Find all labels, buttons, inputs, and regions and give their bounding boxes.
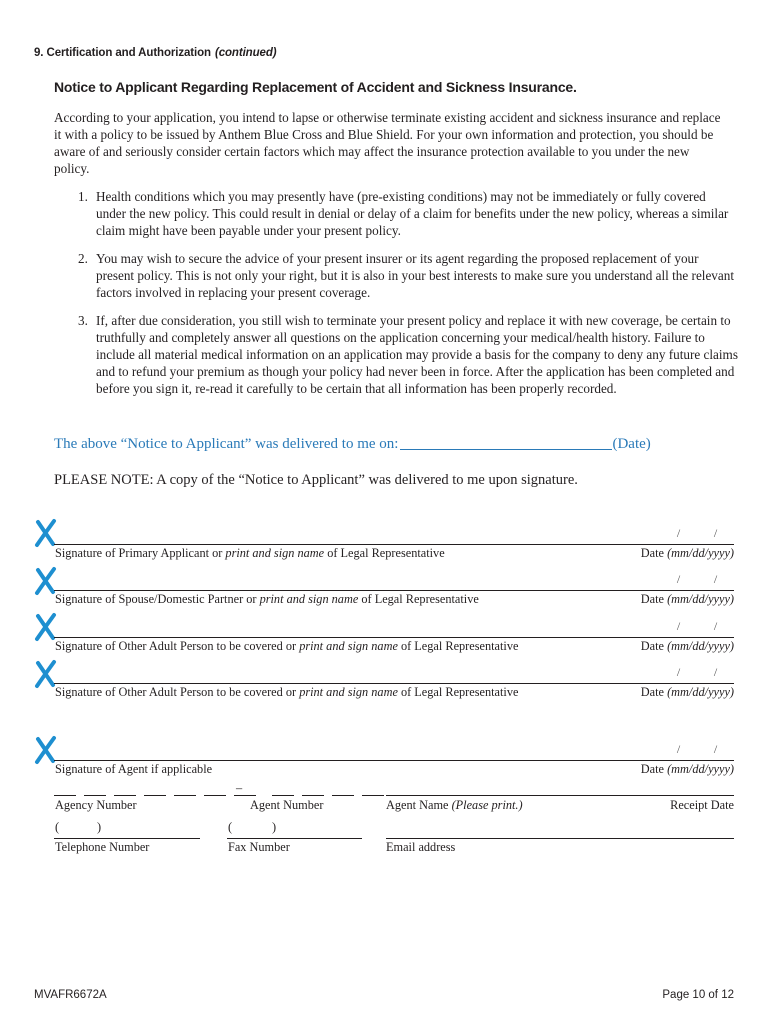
date-slashes: / / [676, 572, 718, 586]
telephone-area-close: ) [97, 820, 102, 834]
signature-line-other-adult-2[interactable] [54, 683, 734, 684]
agency-agent-dash: – [236, 781, 243, 795]
delivered-date-field[interactable] [400, 435, 612, 450]
agent-name-label: Agent Name (Please print.) [386, 798, 523, 812]
date-slashes: / / [676, 742, 718, 756]
please-note: PLEASE NOTE: A copy of the “Notice to Applicant” was delivered to me upon signature. [54, 472, 578, 488]
notice-item-3 [78, 312, 738, 397]
notice-item-1 [78, 188, 738, 239]
fax-field[interactable] [227, 838, 362, 839]
section-heading [34, 47, 276, 59]
date-label: Date (mm/dd/yyyy) [640, 685, 734, 699]
email-field[interactable] [386, 838, 734, 839]
fax-area-close: ) [272, 820, 277, 834]
agency-number-label: Agency Number [55, 798, 137, 812]
telephone-label: Telephone Number [55, 840, 150, 854]
telephone-field[interactable] [54, 838, 200, 839]
page-number: Page 10 of 12 [662, 989, 734, 1001]
fax-label: Fax Number [228, 840, 290, 854]
delivered-statement [54, 435, 651, 453]
signature-line-primary[interactable] [54, 544, 734, 545]
section-title: 9. Certification and Authorization [34, 47, 211, 59]
agent-number-label: Agent Number [250, 798, 324, 812]
date-slashes: / / [676, 619, 718, 633]
notice-title: Notice to Applicant Regarding Replacement of Accident and Sickness Insurance. [54, 79, 577, 95]
signature-label-other-adult-1: Signature of Other Adult Person to be covered or print and sign name of Legal Representative [55, 639, 519, 653]
item-number: 1. [78, 189, 88, 204]
signature-label-other-adult-2: Signature of Other Adult Person to be covered or print and sign name of Legal Representative [55, 685, 519, 699]
item-number: 3. [78, 313, 88, 328]
date-slashes: / / [676, 665, 718, 679]
section-continued: (continued) [214, 47, 277, 59]
signature-label-primary: Signature of Primary Applicant or print and sign name of Legal Representative [55, 546, 445, 560]
fax-area-open: ( [228, 820, 233, 834]
date-label: Date (mm/dd/yyyy) [640, 639, 734, 653]
date-slashes: / / [676, 526, 718, 540]
notice-intro: According to your application, you intend to lapse or otherwise terminate existing accident and sickness insurance and replace it with a policy to be issued by Anthem Blue Cross and Blue Shield. For your own information and protection, you should be aware of and seriously consider certain factors which may affect the insurance protection available to you under the new policy. [54, 110, 721, 176]
telephone-area-open: ( [55, 820, 60, 834]
form-id: MVAFR6672A [34, 989, 107, 1001]
date-label: Date (mm/dd/yyyy) [640, 762, 734, 776]
notice-item-2 [78, 250, 738, 301]
agent-name-field[interactable] [386, 795, 734, 796]
delivered-date-label: (Date) [612, 436, 651, 452]
signature-label-agent: Signature of Agent if applicable [55, 762, 213, 776]
email-label: Email address [386, 840, 456, 854]
date-label: Date (mm/dd/yyyy) [640, 546, 734, 560]
item-text: If, after due consideration, you still wish to terminate your present policy and replace it with new coverage, be certain to truthfully and completely answer all questions on the application concerning your medical/health history. Failure to include all material medical information on an application may provide a basis for the company to deny any future claims and to refund your premium as though your policy had never been in force. After the application has been completed and before you sign it, re-read it carefully to be certain that all information has been properly recorded. [96, 313, 738, 396]
delivered-text: The above “Notice to Applicant” was delivered to me on: [54, 436, 399, 452]
date-label: Date (mm/dd/yyyy) [640, 592, 734, 606]
signature-label-spouse: Signature of Spouse/Domestic Partner or print and sign name of Legal Representative [55, 592, 479, 606]
item-text: Health conditions which you may presently have (pre-existing conditions) may not be immediately or fully covered under the new policy. This could result in denial or delay of a claim for benefits under the new policy, whereas a similar claim might have been payable under your present policy. [96, 189, 729, 238]
signature-line-other-adult-1[interactable] [54, 637, 734, 638]
item-number: 2. [78, 251, 88, 266]
signature-line-agent[interactable] [54, 760, 734, 761]
receipt-date-label: Receipt Date [670, 798, 734, 812]
item-text: You may wish to secure the advice of your present insurer or its agent regarding the proposed replacement of your present policy. This is not only your right, but it is also in your best interests to make sure you understand all the relevant factors involved in replacing your present coverage. [96, 251, 735, 300]
signature-line-spouse[interactable] [54, 590, 734, 591]
